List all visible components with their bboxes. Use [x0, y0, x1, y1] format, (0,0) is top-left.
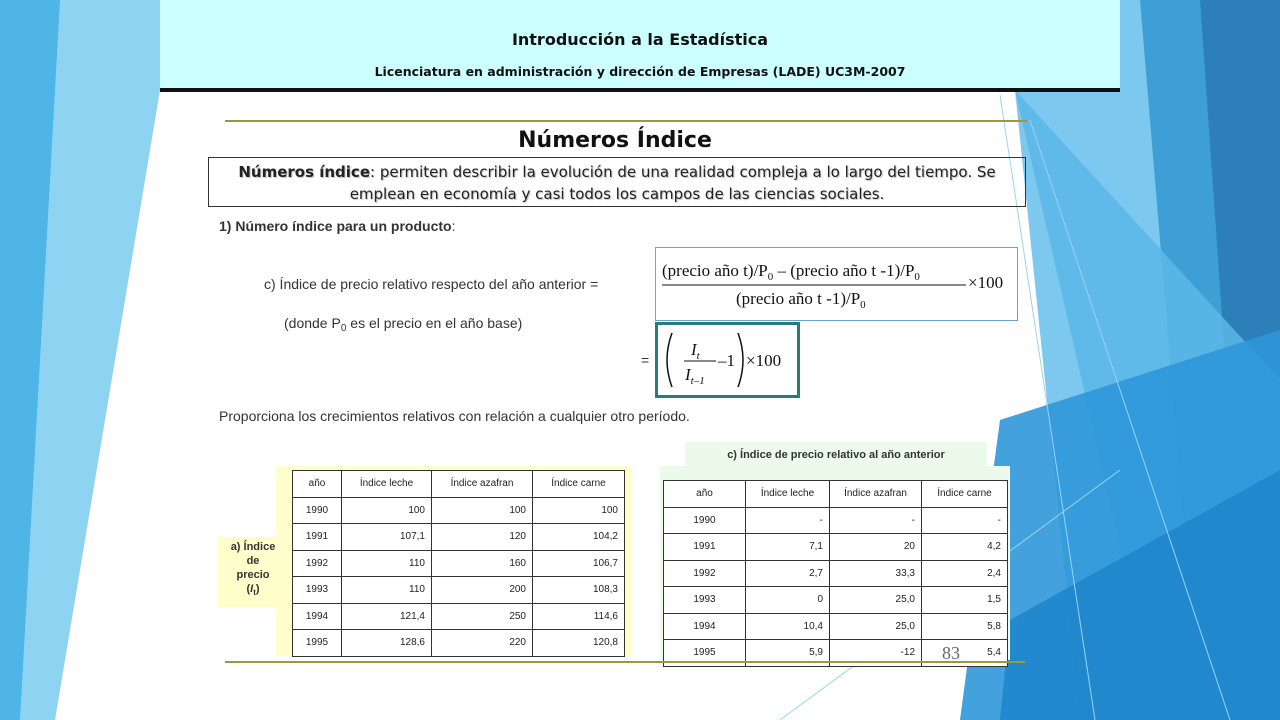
- table-c-label: c) Índice de precio relativo al año anterior: [685, 442, 987, 468]
- table-cell: 128,6: [342, 630, 432, 657]
- formula2-minus1: –1: [718, 351, 735, 370]
- table-c-relative-index: [663, 480, 1008, 667]
- table-cell: 10,4: [746, 613, 830, 640]
- table-cell: 100: [432, 497, 533, 524]
- table-cell: 5,4: [922, 640, 1008, 667]
- table-row: [293, 630, 625, 657]
- slide-title: Números Índice: [518, 128, 712, 153]
- table-cell: 110: [342, 577, 432, 604]
- table-cell: 110: [342, 550, 432, 577]
- section-heading-colon: :: [451, 218, 456, 234]
- table-row: [293, 603, 625, 630]
- table-cell: 1995: [293, 630, 342, 657]
- table-cell: -: [746, 507, 830, 534]
- formula-ratio-index: [655, 322, 800, 398]
- table-cell: 250: [432, 603, 533, 630]
- table-cell: 114,6: [533, 603, 625, 630]
- formula2-left-paren: [667, 333, 672, 387]
- table-row: [293, 550, 625, 577]
- table-cell: 104,2: [533, 524, 625, 551]
- table-row: [293, 497, 625, 524]
- table-cell: 1995: [664, 640, 746, 667]
- base-note: [284, 315, 523, 334]
- table-cell: 1990: [664, 507, 746, 534]
- table-cell: 106,7: [533, 550, 625, 577]
- table-cell: 108,3: [533, 577, 625, 604]
- formula1-times100: ×100: [968, 273, 1004, 292]
- table-cell: 7,1: [746, 534, 830, 561]
- table-cell: 120,8: [533, 630, 625, 657]
- table-cell: 2,4: [922, 560, 1008, 587]
- table-cell: -: [830, 507, 922, 534]
- table-row: [664, 587, 1008, 614]
- table-row: [293, 524, 625, 551]
- table-cell: 220: [432, 630, 533, 657]
- table-cell: 0: [746, 587, 830, 614]
- table-cell: 1,5: [922, 587, 1008, 614]
- table-cell: -: [922, 507, 1008, 534]
- table-cell: 100: [533, 497, 625, 524]
- base-note-sub: 0: [340, 323, 347, 334]
- formula-relative-index: [655, 247, 1018, 321]
- definition-text: : permiten describir la evolución de una realidad compleja a lo largo del tiempo. Se emplean en economía y casi todos los campos de las ciencias sociales.: [349, 163, 996, 203]
- table-a-header-row: [293, 471, 625, 498]
- header-subtitle: Licenciatura en administración y dirección de Empresas (LADE) UC3M-2007: [374, 64, 906, 79]
- header-bar: [160, 0, 1120, 92]
- table-cell: 100: [342, 497, 432, 524]
- table-cell: 1993: [293, 577, 342, 604]
- table-cell: 25,0: [830, 587, 922, 614]
- table-cell: 160: [432, 550, 533, 577]
- definition-term: Números índice: [238, 163, 370, 181]
- top-rule: [225, 120, 1027, 122]
- formula-ratio-index-svg: [658, 325, 797, 395]
- table-cell: 4,2: [922, 534, 1008, 561]
- table-cell: 1992: [664, 560, 746, 587]
- table-cell: 20: [830, 534, 922, 561]
- table-c-header-cell: Índice azafran: [830, 481, 922, 508]
- table-cell: 5,8: [922, 613, 1008, 640]
- table-cell: 25,0: [830, 613, 922, 640]
- second-equals: =: [641, 352, 650, 368]
- section-heading-text: 1) Número índice para un producto: [219, 218, 452, 234]
- table-a-label-line2: de: [246, 555, 260, 567]
- header-title: Introducción a la Estadística: [511, 30, 769, 49]
- table-a-label: [217, 537, 289, 607]
- table-a-header-cell: Índice carne: [533, 471, 625, 498]
- table-a-label-line3: precio: [236, 569, 270, 581]
- table-cell: 200: [432, 577, 533, 604]
- conclusion-text: Proporciona los crecimientos relativos con relación a cualquier otro período.: [219, 408, 690, 424]
- table-a-label-line1: a) Índice: [230, 541, 276, 553]
- base-note-pre: (donde P: [284, 315, 341, 331]
- formula2-numerator: $I_t$: [691, 340, 700, 362]
- table-cell: 5,9: [746, 640, 830, 667]
- table-row: [293, 577, 625, 604]
- table-cell: 1990: [293, 497, 342, 524]
- table-cell: 1992: [293, 550, 342, 577]
- table-cell: 33,3: [830, 560, 922, 587]
- table-a-header-cell: Índice azafran: [432, 471, 533, 498]
- table-c-header-row: [664, 481, 1008, 508]
- table-row: [664, 507, 1008, 534]
- table-cell: 107,1: [342, 524, 432, 551]
- table-a-header-cell: año: [293, 471, 342, 498]
- table-a-header-cell: Índice leche: [342, 471, 432, 498]
- formula2-right-paren: [738, 333, 743, 387]
- table-cell: 2,7: [746, 560, 830, 587]
- table-c-header-cell: Índice leche: [746, 481, 830, 508]
- table-cell: 120: [432, 524, 533, 551]
- table-cell: 1991: [293, 524, 342, 551]
- formula-relative-index-svg: [656, 248, 1019, 322]
- formula1-denominator: (precio año t $-1)/P_0$: [736, 289, 866, 311]
- formula1-numerator: (precio año $t)/P_0$ – (precio año t $-1)/P_0$: [662, 261, 920, 283]
- base-note-post: es el precio en el año base): [346, 315, 523, 331]
- formula2-denominator: $I_{t-1}$: [685, 365, 705, 387]
- table-c-header-cell: año: [664, 481, 746, 508]
- page-number: 83: [942, 643, 960, 663]
- table-cell: -12: [830, 640, 922, 667]
- section-heading: [219, 218, 455, 234]
- formula2-times100: ×100: [746, 351, 782, 370]
- table-cell: 1994: [293, 603, 342, 630]
- table-cell: 1994: [664, 613, 746, 640]
- table-cell: 1991: [664, 534, 746, 561]
- table-cell: 121,4: [342, 603, 432, 630]
- formula-label: c) Índice de precio relativo respecto del año anterior =: [264, 276, 599, 292]
- table-row: [664, 560, 1008, 587]
- bottom-rule: [225, 661, 1025, 663]
- table-a-price-index: [292, 470, 625, 657]
- table-a-label-line4: $(I_t)$: [246, 583, 260, 598]
- definition-box: [208, 157, 1026, 207]
- table-c-header-cell: Índice carne: [922, 481, 1008, 508]
- table-cell: 1993: [664, 587, 746, 614]
- table-row: [664, 613, 1008, 640]
- table-row: [664, 534, 1008, 561]
